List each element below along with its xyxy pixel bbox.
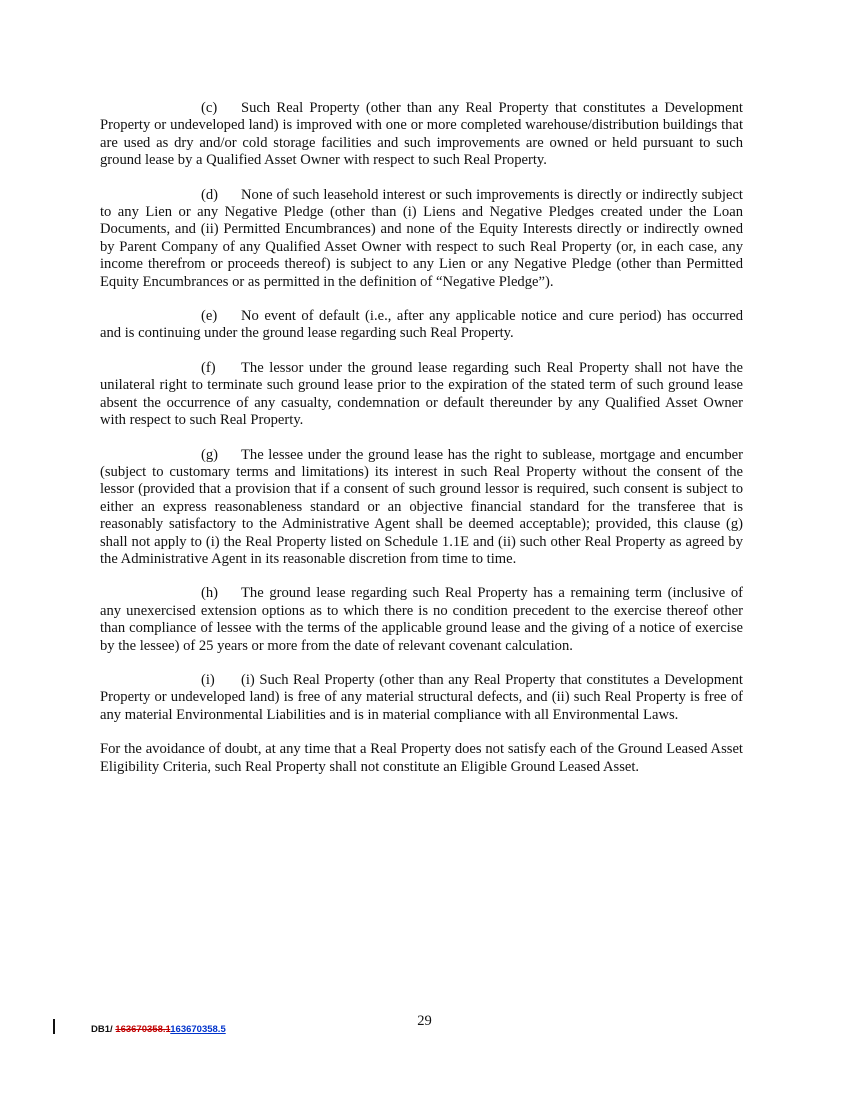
clause-text: Such Real Property (other than any Real Property that constitutes a Development Property or undeveloped land) is improved with one or more completed warehouse/distribution buildings that are used as dry and/or cold storage facilities and such improvements are owned or held pursuant to such ground lease by a Qualified Asset Owner with respect to such Real Property. <box>100 100 743 169</box>
clause-label: (e) <box>201 308 218 325</box>
clause-label: (c) <box>201 100 218 116</box>
clause-g <box>100 447 743 569</box>
clause-text: None of such leasehold interest or such improvements is directly or indirectly subject to any Lien or any Negative Pledge (other than (i) Liens and Negative Pledges created under the Loan Documents, and (ii) Permitted Encumbrances) and none of the Equity Interests directly or indirectly owned by Parent Company of any Qualified Asset Owner with respect to such Real Property (or, in each case, any income therefrom or proceeds thereof) is subject to any Lien or any Negative Pledge (other than Permitted Equity Encumbrances or as permitted in the definition of “Negative Pledge”). <box>100 186 743 290</box>
clause-label: (g) <box>201 446 219 463</box>
clause-f <box>100 360 743 430</box>
clause-text: No event of default (i.e., after any applicable notice and cure period) has occurred and is continuing under the ground lease regarding such Real Property. <box>100 308 743 342</box>
page-number: 29 <box>417 1013 432 1029</box>
clause-text: The lessee under the ground lease has the right to sublease, mortgage and encumber (subject to customary terms and limitations) its interest in such Real Property without the consent of the lessor (provided that a provision that if a consent of such ground lessor is required, such consent is subject to either an express reasonableness standard or an objective financial standard for the transferee that is reasonably satisfactory to the Administrative Agent shall be deemed acceptable); provided, this clause (g) shall not apply to (i) the Real Property listed on Schedule 1.1E and (ii) such other Real Property as agreed by the Administrative Agent in its reasonable discretion from time to time. <box>100 446 743 567</box>
inserted-document-id: 163670358.5 <box>170 1024 226 1035</box>
clause-label: (f) <box>201 359 216 376</box>
clause-label: (h) <box>201 585 219 602</box>
clause-e <box>100 308 743 343</box>
clause-text: The lessor under the ground lease regarding such Real Property shall not have the unilateral right to terminate such ground lease prior to the expiration of the stated term of such ground lease absent the occurrence of any casualty, condemnation or default thereunder by any Qualified Asset Owner with respect to such Real Property. <box>100 359 743 429</box>
document-body <box>100 100 743 793</box>
clause-c <box>100 100 743 170</box>
closing-paragraph: For the avoidance of doubt, at any time that a Real Property does not satisfy each of the Ground Leased Asset Eligibility Criteria, such Real Property shall not constitute an Eligible Ground Leased Asset. <box>100 741 743 775</box>
clause-h <box>100 585 743 655</box>
clause-label: (d) <box>201 186 219 203</box>
clause-i <box>100 672 743 724</box>
document-id-prefix: DB1/ <box>91 1024 116 1035</box>
clause-text: (i) Such Real Property (other than any Real Property that constitutes a Development Property or undeveloped land) is free of any material structural defects, and (ii) such Real Property is free of any material Environmental Liabilities and is in material compliance with all Environmental Laws. <box>100 671 743 723</box>
deleted-document-id: 163670358.1 <box>115 1024 171 1035</box>
clause-label: (i) <box>201 671 215 688</box>
clause-d <box>100 187 743 291</box>
clause-text: The ground lease regarding such Real Property has a remaining term (inclusive of any unexercised extension options as to which there is no condition precedent to the exercise thereof other than compliance of lessee with the terms of the applicable ground lease and the giving of a notice of exercise by the lessee) of 25 years or more from the date of relevant covenant calculation. <box>100 585 743 654</box>
